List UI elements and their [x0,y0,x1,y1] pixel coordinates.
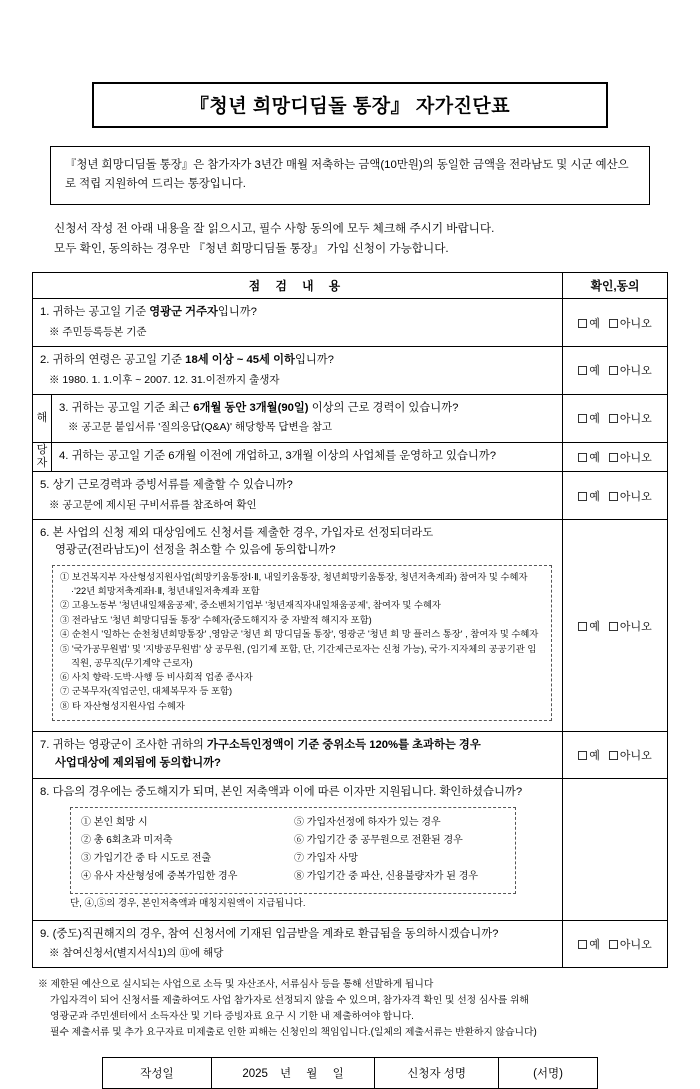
checkbox-icon[interactable] [578,492,587,501]
table-row [33,472,668,520]
footnote-line-2: 가입자격이 되어 신청서를 제출하여도 사업 참가자로 선정되지 않을 수 있으며, 참가자격 확인 및 선정 심사를 위해 [50,995,529,1007]
table-row [33,519,668,731]
question-cell-1 [33,299,563,347]
exclusion-item: ① 보건복지부 자산형성지원사업(희망키움통장Ⅰ·Ⅱ, 내일키움통장, 청년희망키움통장, 청년저축계좌) 참여자 및 수혜자 ·'22년 희망저축계좌Ⅰ·Ⅱ, 청년내일저축계좌 포함 [60,571,528,596]
q6-no-option[interactable] [609,621,652,633]
q6-no-label: 아니오 [619,620,652,633]
answer-cell-5 [563,472,668,520]
q2-post: 입니까? [294,354,334,367]
checkbox-icon[interactable] [609,940,618,949]
answer-cell-6 [563,519,668,731]
intro-box [50,146,650,205]
applicant-label-cell: 신청자 성명 [375,1057,499,1088]
q4-yes-option[interactable] [578,452,600,464]
answer-cell-3 [563,394,668,442]
q4-num: 4. [59,449,69,462]
question-cell-2 [33,347,563,395]
q3-sub: ※ 공고문 붙임서류 '질의응답(Q&A)' 해당항목 답변을 참고 [68,421,333,434]
q6-num: 6. [40,526,50,539]
q5-no-label: 아니오 [619,490,652,503]
day-unit: 일 [332,1067,344,1080]
date-label-cell: 작성일 [102,1057,211,1088]
side-label-1: 해 [33,394,52,442]
table-row [33,779,668,920]
exclusion-item: ⑥ 사치 향락·도박·사행 등 비사회적 업종 종사자 [60,671,253,682]
signature-table [102,1057,598,1089]
header-confirm-cell: 확인,동의 [563,273,668,299]
q8-line1: 다음의 경우에는 중도해지가 되며, 본인 저축액과 이에 따른 이자만 지원됩니다. 확인하셨습니까? [52,786,523,799]
q7-yes-label: 예 [589,750,600,763]
q9-yes-option[interactable] [578,939,600,951]
table-row [33,347,668,395]
termination-item: ③ 가입기간 중 타 시도로 전출 [81,852,212,864]
exclusion-item: ⑧ 타 자산형성지원사업 수혜자 [60,700,185,711]
checkbox-icon[interactable] [578,453,587,462]
year-unit: 년 [279,1067,292,1080]
checkbox-icon[interactable] [609,453,618,462]
q7-yes-option[interactable] [578,750,600,762]
q4-yes-label: 예 [589,451,600,464]
checkbox-icon[interactable] [578,366,587,375]
q2-no-label: 아니오 [619,365,652,378]
q2-pre: 귀하의 연령은 공고일 기준 [52,354,186,367]
table-row [33,299,668,347]
q1-yes-label: 예 [589,317,600,330]
q1-yes-option[interactable] [578,318,600,330]
intro-text: 『청년 희망디딤돌 통장』은 참가자가 3년간 매월 저축하는 금액(10만원)의 동일한 금액을 전라남도 및 시군 예산으로 적립 지원하여 드리는 통장입니다. [65,159,629,190]
question-cell-6 [33,519,563,731]
question-cell-5 [33,472,563,520]
termination-left-col [81,814,294,886]
answer-cell-8 [563,779,668,920]
q7-no-label: 아니오 [619,750,652,763]
q9-yes-label: 예 [589,938,600,951]
q5-num: 5. [40,479,50,492]
q7-no-option[interactable] [609,750,652,762]
table-header-row [33,273,668,299]
q6-line1: 본 사업의 신청 제외 대상임에도 신청서를 제출한 경우, 가입자로 선정되더라도 [52,526,434,539]
q1-no-label: 아니오 [619,317,652,330]
exclusion-item: ② 고용노동부 '청년내일채움공제', 중소벤처기업부 '청년재직자내일채움공제', 참여자 및 수혜자 [60,600,441,611]
question-cell-4 [52,442,563,472]
footnote-line-1: ※ 제한된 예산으로 실시되는 사업으로 소득 및 자산조사, 서류심사 등을 통해 선발하게 됩니다 [38,979,434,991]
checkbox-icon[interactable] [578,414,587,423]
termination-item: ⑥ 가입기간 중 공무원으로 전환된 경우 [294,834,463,846]
q4-no-label: 아니오 [619,451,652,464]
footnote-block [38,977,668,1040]
answer-cell-1 [563,299,668,347]
exclusion-item: ③ 전라남도 '청년 희망디딤돌 통장' 수혜자(중도해지자 중 자발적 해지자 포함) [60,614,372,625]
exclusion-item: ⑦ 군복무자(직업군인, 대체복무자 등 포함) [60,686,233,697]
notice-block [54,219,668,261]
termination-item: ② 총 6회초과 미저축 [81,834,173,846]
notice-line-2: 모두 확인, 동의하는 경우만 『청년 희망디딤돌 통장』 가입 신청이 가능합니다. [54,242,449,256]
q1-num: 1. [40,306,50,319]
q5-yes-option[interactable] [578,491,600,503]
table-row [33,394,668,442]
question-cell-9 [33,920,563,968]
q3-yes-option[interactable] [578,413,600,425]
termination-item: ④ 유사 자산형성에 중복가입한 경우 [81,870,238,882]
q3-no-option[interactable] [609,413,652,425]
checkbox-icon[interactable] [578,622,587,631]
q3-no-label: 아니오 [619,413,652,426]
signature-row [102,1057,597,1088]
exclusion-item: ④ 순천시 '일하는 순천청년희망통장' ,영암군 '청년 희 망디딤돌 통장', 영광군 '청년 희 망 플러스 통장' , 참여자 및 수혜자 [60,629,539,640]
q3-yes-label: 예 [589,413,600,426]
answer-cell-7 [563,732,668,779]
q2-yes-option[interactable] [578,365,600,377]
q3-num: 3. [59,401,69,414]
q3-pre: 귀하는 공고일 기준 최근 [71,401,194,414]
month-unit: 월 [306,1067,318,1080]
question-cell-7 [33,732,563,779]
q2-bold: 18세 이상 ~ 45세 이하 [185,354,295,367]
termination-item: ⑧ 가입기간 중 파산, 신용불량자가 된 경우 [294,870,479,882]
header-check-cell: 점 검 내 용 [33,273,563,299]
exclusion-item: ⑤ '국가공무원법' 및 '지방공무원법' 상 공무원, (임기제 포함, 단, 기간제근로자는 신청 가능), 국가·지자체의 공공기관 임직원, 공무직(무기계약 근로자) [60,643,537,668]
checkbox-icon[interactable] [578,940,587,949]
footnote-line-4: 필수 제출서류 및 추가 요구자료 미제출로 인한 피해는 신청인의 책임입니다.(일체의 제출서류는 반환하지 않습니다) [50,1026,537,1038]
q2-sub: ※ 1980. 1. 1.이후 ~ 2007. 12. 31.이전까지 출생자 [49,373,280,386]
checkbox-icon[interactable] [609,492,618,501]
q2-num: 2. [40,354,50,367]
year-value: 2025 [242,1067,268,1080]
q7-line2: 사업대상에 제외됨에 동의합니까? [55,756,221,769]
q7-line1-pre: 귀하는 영광군이 조사한 귀하의 [52,739,207,752]
q4-no-option[interactable] [609,452,652,464]
checklist-table [32,272,668,968]
q9-text: (중도)직권해지의 경우, 참여 신청서에 기재된 입금받을 계좌로 환급됨을 동의하시겠습니까? [52,927,499,940]
side-label-char-3: 자 [36,456,48,469]
q8-num: 8. [40,786,50,799]
footnote-line-3: 영광군과 주민센터에서 소득자산 및 기타 증빙자료 요구 시 기한 내 제출하여야 합니다. [50,1010,414,1022]
q9-no-option[interactable] [609,939,652,951]
signature-field-cell[interactable]: (서명) [499,1057,598,1088]
termination-item: ⑤ 가입자선정에 하자가 있는 경우 [294,816,441,828]
q1-sub: ※ 주민등록등본 기준 [49,325,147,338]
answer-cell-2 [563,347,668,395]
q1-no-option[interactable] [609,318,652,330]
q5-text: 상기 근로경력과 증빙서류를 제출할 수 있습니까? [52,479,293,492]
q1-pre: 귀하는 공고일 기준 [52,306,150,319]
q2-no-option[interactable] [609,365,652,377]
q6-yes-label: 예 [589,620,600,633]
document-title-box [92,82,608,128]
checkbox-icon[interactable] [609,414,618,423]
answer-cell-9 [563,920,668,968]
checkbox-icon[interactable] [609,751,618,760]
q1-post: 입니까? [217,306,257,319]
q5-no-option[interactable] [609,491,652,503]
q7-num: 7. [40,739,50,752]
side-label-char-2: 당 [36,443,48,456]
exclusion-list-box [52,565,552,721]
table-row [33,732,668,779]
question-cell-8 [33,779,563,920]
termination-item: ① 본인 희망 시 [81,816,148,828]
termination-conditions-box [70,807,516,894]
table-row [33,920,668,968]
q2-yes-label: 예 [589,365,600,378]
q9-sub: ※ 참여신청서(별지서식1)의 ⑪에 해당 [49,947,224,959]
q6-yes-option[interactable] [578,621,600,633]
q5-yes-label: 예 [589,490,600,503]
q6-line2: 영광군(전라남도)이 선정을 취소할 수 있음에 동의합니까? [55,544,336,557]
question-cell-3 [52,394,563,442]
q9-no-label: 아니오 [619,938,652,951]
termination-item: ⑦ 가입자 사망 [294,852,358,864]
date-value-cell[interactable] [211,1057,374,1088]
checkbox-icon[interactable] [609,366,618,375]
checkbox-icon[interactable] [578,319,587,328]
q3-bold: 6개월 동안 3개월(90일) [193,401,309,414]
answer-cell-4 [563,442,668,472]
q5-sub: ※ 공고문에 제시된 구비서류를 참조하여 확인 [49,498,257,511]
notice-line-1: 신청서 작성 전 아래 내용을 잘 읽으시고, 필수 사항 동의에 모두 체크해 주시기 바랍니다. [54,221,495,235]
page-title: 『청년 희망디딤돌 통장』 자가진단표 [189,96,511,117]
q1-bold: 영광군 거주자 [149,306,218,319]
checkbox-icon[interactable] [609,622,618,631]
termination-right-col [294,814,507,886]
termination-note: 단, ④,⑤의 경우, 본인저축액과 매칭지원액이 지급됩니다. [70,897,306,909]
q3-post: 이상의 근로 경력이 있습니까? [308,401,459,414]
q7-line1-bold: 가구소득인정액이 기준 중위소득 120%를 초과하는 경우 [207,739,481,752]
checkbox-icon[interactable] [609,319,618,328]
q4-text: 귀하는 공고일 기준 6개월 이전에 개업하고, 3개월 이상의 사업체를 운영하고 있습니까? [71,449,496,462]
q9-num: 9. [40,927,50,940]
side-label-2 [33,442,52,472]
checkbox-icon[interactable] [578,751,587,760]
table-row [33,442,668,472]
